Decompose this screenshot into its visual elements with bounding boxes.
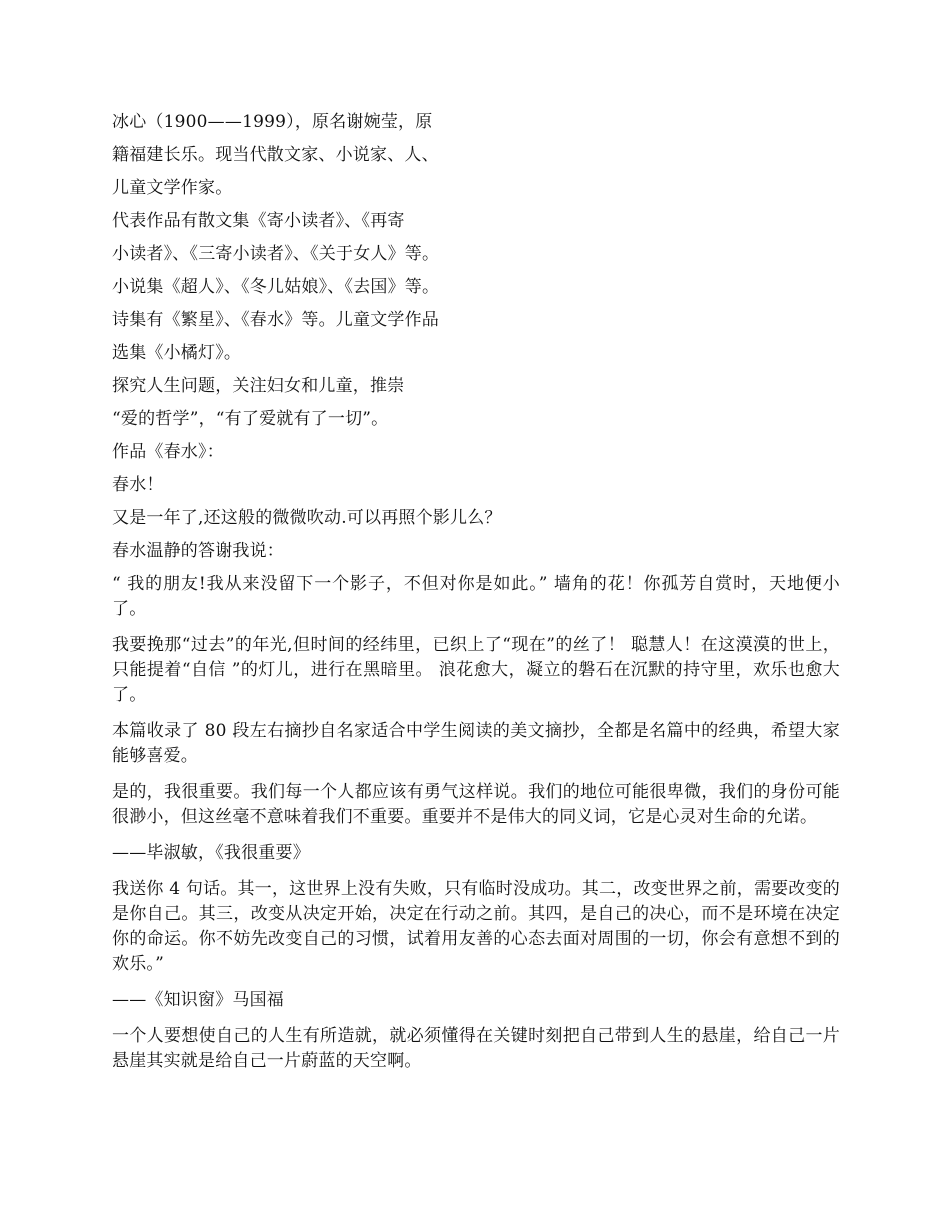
paragraph: 我要挽那“过去”的年光,但时间的经纬里，已织上了“现在”的丝了！ 聪慧人！在这漠漠的世上，只能提着“自信 ”的灯儿，进行在黑暗里。 浪花愈大，凝立的磐石在沉默的持守里，欢乐也愈大了。 [112, 635, 840, 705]
paragraph: 作品《春水》： [112, 442, 224, 462]
quote-attribution: ——《知识窗》马国福 [112, 990, 284, 1010]
paragraph: 探究人生问题，关注妇女和儿童，推崇 [112, 376, 405, 396]
paragraph: 选集《小橘灯》。 [112, 343, 242, 363]
paragraph: 籍福建长乐。现当代散文家、小说家、人、 [112, 145, 439, 165]
paragraph: 冰心（1900——1999），原名谢婉莹，原 [112, 112, 433, 132]
paragraph: 我送你 4 句话。其一，这世界上没有失败，只有临时没成功。其二，改变世界之前，需要改变的是你自己。其三，改变从决定开始，决定在行动之前。其四，是自己的决心，而不是环境在决定你的命运。你不妨先改变自己的习惯，试着用友善的心态去面对周围的一切，你会有意想不到的欢乐。” [112, 879, 840, 974]
paragraph: “爱的哲学”，“有了爱就有了一切”。 [112, 409, 389, 429]
paragraph: 代表作品有散文集《寄小读者》、《再寄 [112, 211, 405, 231]
paragraph: 春水温静的答谢我说： [112, 541, 284, 561]
quote-attribution: ——毕淑敏，《我很重要》 [112, 843, 310, 863]
paragraph: 一个人要想使自己的人生有所造就，就必须懂得在关键时刻把自己带到人生的悬崖，给自己一片悬崖其实就是给自己一片蔚蓝的天空啊。 [112, 1026, 840, 1071]
paragraph: 本篇收录了 80 段左右摘抄自名家适合中学生阅读的美文摘抄，全都是名篇中的经典，希望大家能够喜爱。 [112, 721, 840, 766]
paragraph: 又是一年了,还这般的微微吹动.可以再照个影儿么？ [112, 508, 502, 528]
document-body [112, 110, 840, 1085]
paragraph: 春水！ [112, 475, 164, 495]
paragraph: 诗集有《繁星》、《春水》等。儿童文学作品 [112, 310, 439, 330]
paragraph: “ 我的朋友!我从来没留下一个影子，不但对你是如此。” 墙角的花！你孤芳自赏时，天地便小了。 [112, 574, 840, 619]
paragraph: 是的，我很重要。我们每一个人都应该有勇气这样说。我们的地位可能很卑微，我们的身份可能很渺小，但这丝毫不意味着我们不重要。重要并不是伟大的同义词，它是心灵对生命的允诺。 [112, 782, 840, 827]
paragraph: 小读者》、《三寄小读者》、《关于女人》等。 [112, 244, 440, 264]
paragraph: 小说集《超人》、《冬儿姑娘》、《去国》等。 [112, 277, 440, 297]
paragraph: 儿童文学作家。 [112, 178, 233, 198]
